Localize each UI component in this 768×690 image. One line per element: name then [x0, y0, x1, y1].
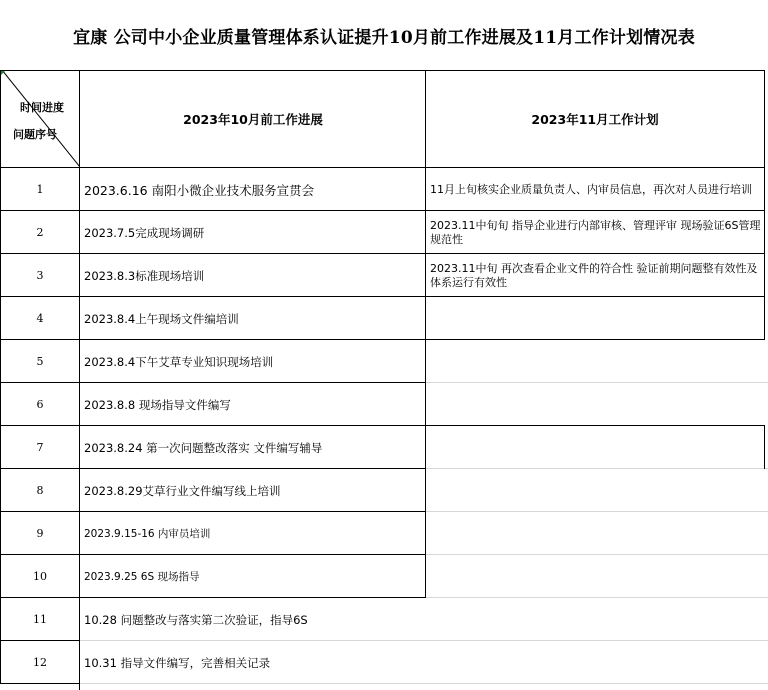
row-4-plan	[426, 297, 764, 340]
row-6-number: 6	[36, 398, 44, 411]
row-8-plan	[426, 469, 764, 512]
row-5-number: 5	[36, 355, 44, 368]
row-5-progress: 2023.8.4下午艾草专业知识现场培训	[84, 354, 274, 369]
column-header-progress: 2023年10月前工作进展	[183, 112, 323, 127]
row-10-progress: 2023.9.25 6S 现场指导	[84, 571, 200, 583]
row-2-plan: 2023.11中旬旬 指导企业进行内部审核、管理评审 现场验证6S管理规范性	[430, 218, 761, 246]
row-5-plan	[426, 340, 764, 383]
corner-diagonal-line	[0, 70, 80, 168]
row-1-plan: 11月上旬核实企业质量负责人、内审员信息，再次对人员进行培训	[430, 182, 752, 196]
row-4-number: 4	[36, 312, 44, 325]
corner-header-issue-number: 问题序号	[13, 128, 57, 141]
row-12-progress: 10.31 指导文件编写，完善相关记录	[84, 655, 271, 670]
row-9-number: 9	[36, 527, 44, 540]
row-12-plan	[426, 641, 764, 684]
row-11-progress: 10.28 问题整改与落实第二次验证，指导6S	[84, 612, 308, 627]
row-7-number: 7	[36, 441, 44, 454]
row-7-plan	[426, 426, 764, 469]
row-11-number: 11	[33, 613, 47, 626]
corner-header-time-progress: 时间进度	[20, 101, 64, 114]
row-1-progress: 2023.6.16 南阳小微企业技术服务宣贯会	[84, 182, 315, 198]
row-3-plan: 2023.11中旬 再次查看企业文件的符合性 验证前期问题整有效性及体系运行有效性	[430, 261, 758, 289]
row-6-plan	[426, 383, 764, 426]
sheet-title: 宜康 公司中小企业质量管理体系认证提升10月前工作进展及11月工作计划情况表	[73, 28, 695, 48]
row-2-number: 2	[36, 226, 44, 239]
row-8-number: 8	[36, 484, 44, 497]
row-8-progress: 2023.8.29艾草行业文件编写线上培训	[84, 483, 281, 498]
row-9-progress: 2023.9.15-16 内审员培训	[84, 528, 211, 540]
row-3-progress: 2023.8.3标准现场培训	[84, 268, 205, 283]
row-4-progress: 2023.8.4上午现场文件编培训	[84, 311, 239, 326]
row-9-plan	[426, 512, 764, 555]
row-3-number: 3	[36, 269, 44, 282]
row-1-number: 1	[36, 183, 44, 196]
row-12-number: 12	[33, 656, 47, 669]
row-10-plan	[426, 555, 764, 598]
row-7-progress: 2023.8.24 第一次问题整改落实 文件编写辅导	[84, 440, 323, 455]
row-6-progress: 2023.8.8 现场指导文件编写	[84, 397, 231, 412]
row-2-progress: 2023.7.5完成现场调研	[84, 225, 205, 240]
column-header-plan: 2023年11月工作计划	[531, 112, 659, 127]
row-10-number: 10	[33, 570, 47, 583]
row-11-plan	[426, 598, 764, 641]
